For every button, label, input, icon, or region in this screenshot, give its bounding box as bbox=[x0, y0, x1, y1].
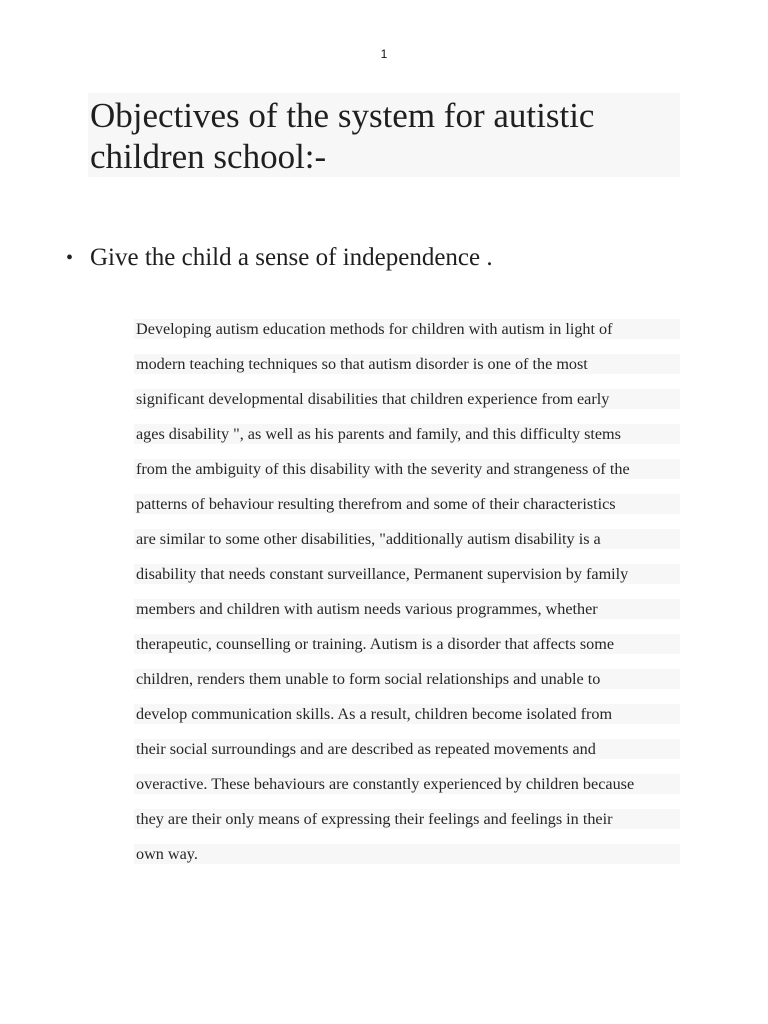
paragraph-line bbox=[134, 669, 680, 704]
paragraph-line bbox=[134, 529, 680, 564]
paragraph-line bbox=[134, 459, 680, 494]
paragraph-line-text: members and children with autism needs various programmes, whether bbox=[134, 599, 680, 619]
paragraph-line bbox=[134, 599, 680, 634]
paragraph-line bbox=[134, 809, 680, 844]
title-block bbox=[88, 93, 680, 177]
paragraph-line-text: patterns of behaviour resulting therefrom and some of their characteristics bbox=[134, 494, 680, 514]
paragraph-line-text: own way. bbox=[134, 844, 680, 864]
paragraph-line-text: from the ambiguity of this disability with the severity and strangeness of the bbox=[134, 459, 680, 479]
paragraph-line-text: significant developmental disabilities that children experience from early bbox=[134, 389, 680, 409]
paragraph-line bbox=[134, 319, 680, 354]
paragraph-line-text: ages disability ", as well as his parents and family, and this difficulty stems bbox=[134, 424, 680, 444]
paragraph-line bbox=[134, 704, 680, 739]
paragraph-line-text: therapeutic, counselling or training. Autism is a disorder that affects some bbox=[134, 634, 680, 654]
paragraph-line bbox=[134, 774, 680, 809]
paragraph-line-text: their social surroundings and are described as repeated movements and bbox=[134, 739, 680, 759]
paragraph-line bbox=[134, 739, 680, 774]
document-title: Objectives of the system for autistic children school:- bbox=[90, 96, 595, 176]
bullet-text: Give the child a sense of independence . bbox=[90, 244, 493, 271]
paragraph-line bbox=[134, 844, 680, 879]
paragraph-line bbox=[134, 564, 680, 599]
bullet-item bbox=[60, 240, 700, 276]
paragraph-line-text: overactive. These behaviours are constantly experienced by children because bbox=[134, 774, 680, 794]
paragraph-line-text: children, renders them unable to form social relationships and unable to bbox=[134, 669, 680, 689]
paragraph-line bbox=[134, 634, 680, 669]
body-paragraph bbox=[134, 319, 680, 879]
paragraph-line-text: they are their only means of expressing their feelings and feelings in their bbox=[134, 809, 680, 829]
paragraph-line bbox=[134, 494, 680, 529]
paragraph-line bbox=[134, 389, 680, 424]
page-number: 1 bbox=[380, 47, 388, 61]
paragraph-line-text: are similar to some other disabilities, "additionally autism disability is a bbox=[134, 529, 680, 549]
bullet-marker: • bbox=[66, 247, 74, 269]
paragraph-line bbox=[134, 354, 680, 389]
paragraph-line bbox=[134, 424, 680, 459]
paragraph-line-text: develop communication skills. As a result, children become isolated from bbox=[134, 704, 680, 724]
paragraph-line-text: disability that needs constant surveillance, Permanent supervision by family bbox=[134, 564, 680, 584]
paragraph-line-text: Developing autism education methods for children with autism in light of bbox=[134, 319, 680, 339]
paragraph-line-text: modern teaching techniques so that autism disorder is one of the most bbox=[134, 354, 680, 374]
